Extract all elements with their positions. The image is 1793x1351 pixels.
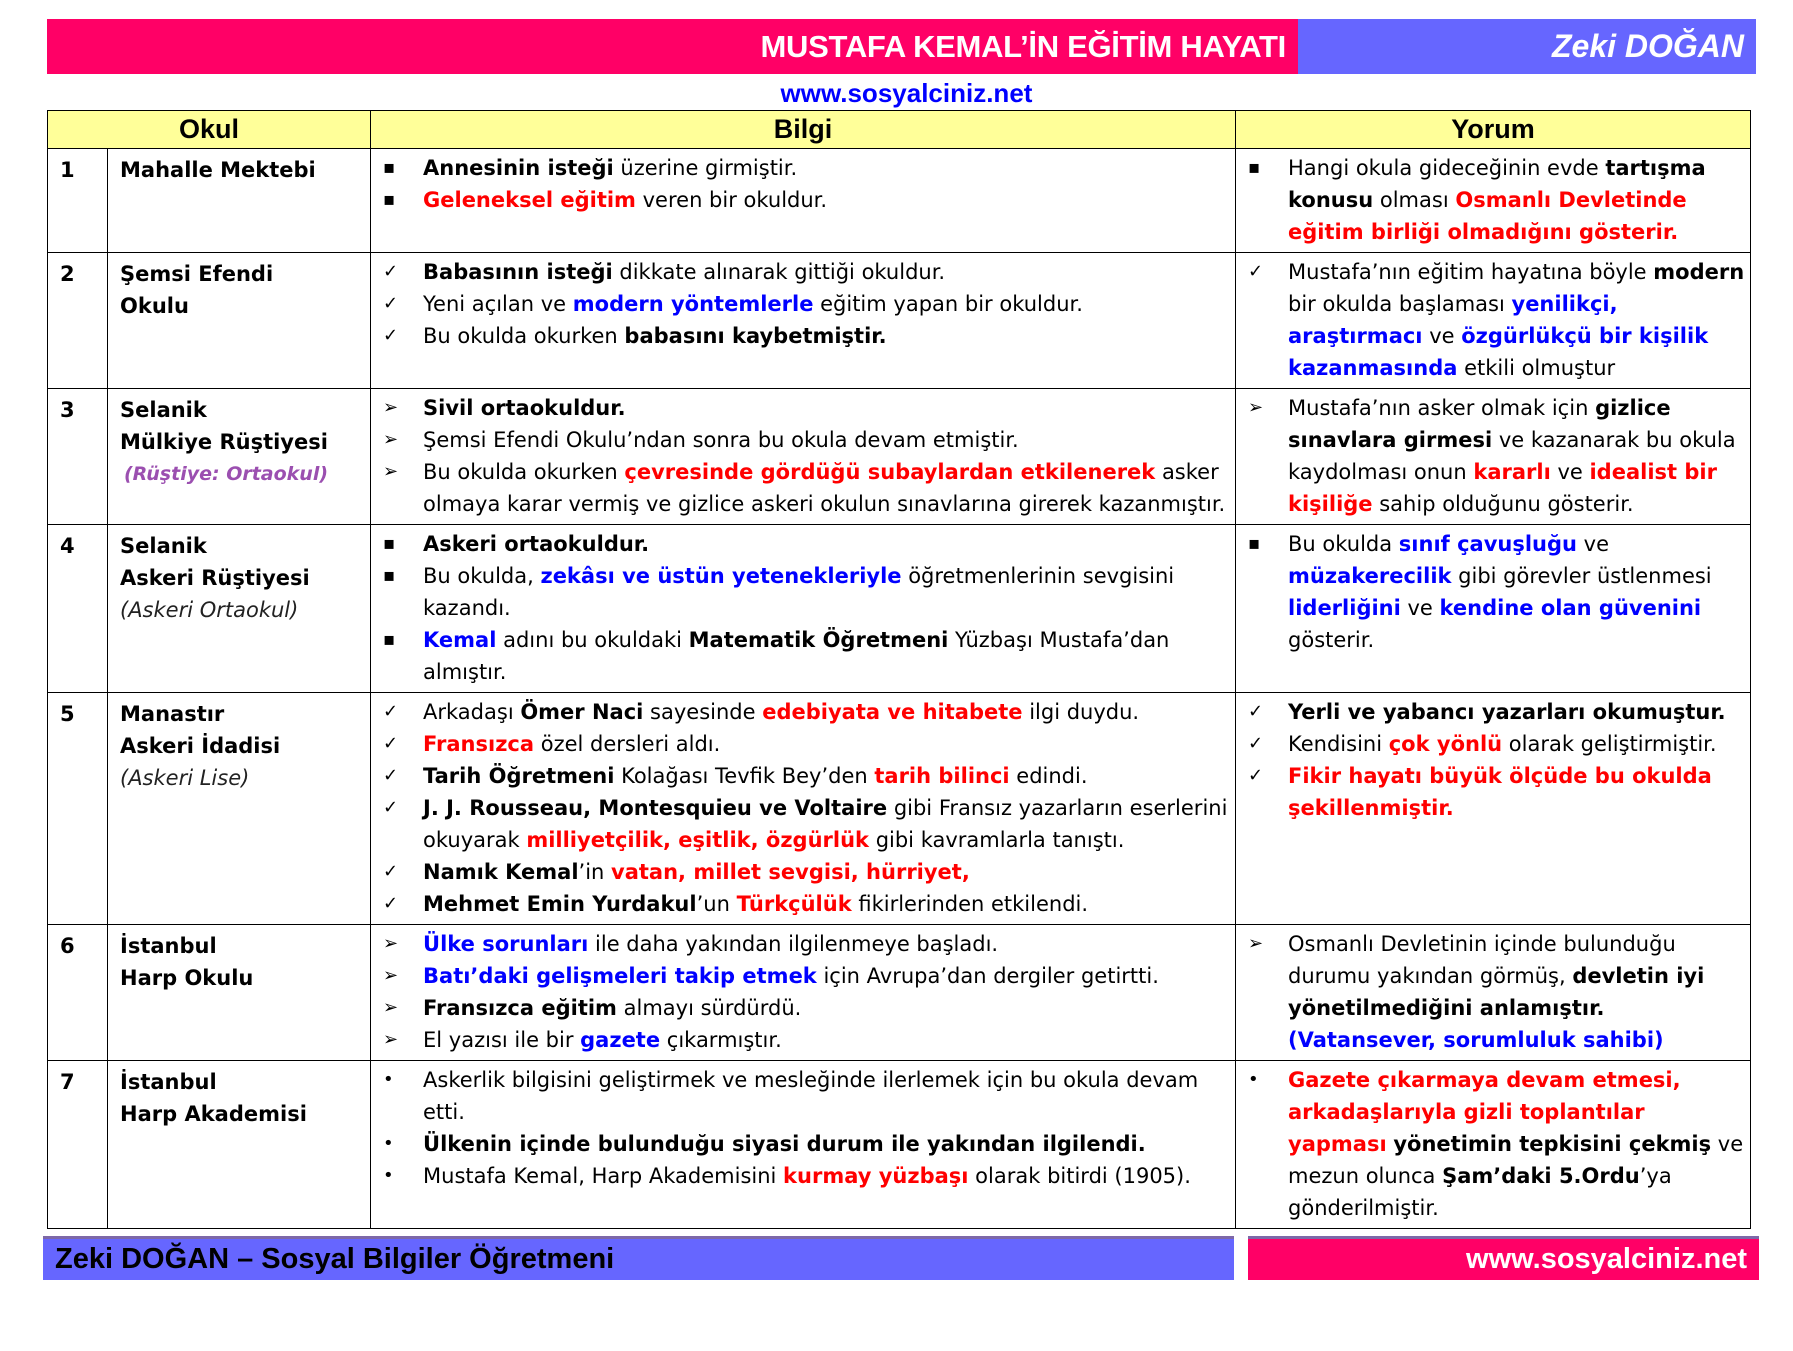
text: ’in: [578, 860, 612, 884]
dot-bullet-icon: •: [383, 1069, 394, 1090]
yorum-list: [1244, 696, 1746, 824]
highlight-blue-text: yenilikçi, araştırmacı: [1288, 292, 1618, 348]
yorum-list: [1244, 392, 1746, 520]
school-cell: [108, 925, 371, 1061]
highlight-blue-text: müzakerecilik: [1288, 564, 1452, 588]
footer-website-link[interactable]: www.sosyalciniz.net: [1466, 1243, 1747, 1275]
list-item: [379, 928, 1231, 960]
list-item: [379, 152, 1231, 184]
yorum-cell: [1236, 525, 1751, 693]
list-item: [379, 792, 1231, 856]
highlight-red-text: kurmay yüzbaşı: [783, 1164, 969, 1188]
text: gibi görevler üstlenmesi: [1451, 564, 1712, 588]
footer-author-text: Zeki DOĞAN – Sosyal Bilgiler Öğretmeni: [55, 1243, 615, 1275]
highlight-red-text: Osmanlı Devletinde eğitim birliği olmadığını gösterir.: [1288, 188, 1687, 244]
row-number: 5: [48, 693, 108, 925]
school-name: Okulu: [120, 294, 189, 318]
check-bullet-icon: ✓: [383, 325, 399, 346]
arrow-bullet-icon: ➢: [383, 397, 399, 418]
list-item: [1244, 760, 1746, 824]
bilgi-list: [379, 392, 1231, 520]
text: Osmanlı Devletinin içinde bulunduğu durumu yakından görmüş,: [1288, 932, 1676, 988]
bold-text: Askeri ortaokuldur.: [423, 532, 650, 556]
school-cell: [108, 1061, 371, 1229]
bold-text: J. J. Rousseau, Montesquieu ve Voltaire: [423, 796, 888, 820]
highlight-blue-text: sınıf çavuşluğu: [1398, 532, 1577, 556]
highlight-blue-text: zekâsı ve üstün yetenekleriyle: [540, 564, 902, 588]
title-banner: [47, 19, 1298, 74]
text: ve: [1400, 596, 1440, 620]
table-row: [48, 1061, 1751, 1229]
author-name: Zeki DOĞAN: [1551, 28, 1744, 64]
text: sayesinde: [643, 700, 763, 724]
text: Kolağası Tevfik Bey’den: [614, 764, 875, 788]
school-name: İstanbul: [120, 934, 217, 958]
bold-text: Annesinin isteği: [423, 156, 614, 180]
list-item: [1244, 696, 1746, 728]
highlight-blue-text: liderliğini: [1288, 596, 1401, 620]
check-bullet-icon: ✓: [383, 861, 399, 882]
yorum-cell: [1236, 253, 1751, 389]
bilgi-cell: [371, 1061, 1236, 1229]
text: edindi.: [1009, 764, 1088, 788]
square-bullet-icon: ▪: [383, 189, 396, 210]
school-name: Mülkiye Rüştiyesi: [120, 430, 328, 454]
check-bullet-icon: ✓: [383, 797, 399, 818]
list-item: [379, 888, 1231, 920]
school-note: (Askeri Lise): [120, 766, 250, 790]
square-bullet-icon: ▪: [383, 565, 396, 586]
text: gibi Fransız yazarların eserlerini okuyarak: [423, 796, 1228, 852]
bold-text: Mehmet Emin Yurdakul: [423, 892, 697, 916]
list-item: [379, 760, 1231, 792]
row-number: 7: [48, 1061, 108, 1229]
school-name: Şemsi Efendi: [120, 262, 274, 286]
text: Yüzbaşı Mustafa’dan almıştır.: [423, 628, 1170, 684]
education-table: [47, 110, 1751, 1229]
bilgi-cell: [371, 149, 1236, 253]
highlight-blue-text: gazete: [580, 1028, 661, 1052]
text: Bu okulda okurken: [423, 460, 625, 484]
footer-website-banner: [1248, 1236, 1759, 1280]
highlight-red-text: Fikir hayatı büyük ölçüde bu okulda şekillenmiştir.: [1288, 764, 1712, 820]
bold-text: Matematik Öğretmeni: [688, 628, 949, 652]
school-name: Mahalle Mektebi: [120, 158, 316, 182]
school-cell: [108, 149, 371, 253]
bilgi-cell: [371, 525, 1236, 693]
list-item: [379, 1128, 1231, 1160]
bold-text: Ülkenin içinde bulunduğu siyasi durum ile yakından ilgilendi.: [423, 1132, 1146, 1156]
bold-text: gizlice sınavlara girmesi: [1288, 396, 1671, 452]
yorum-cell: [1236, 149, 1751, 253]
text: çıkarmıştır.: [660, 1028, 782, 1052]
text: ilgi duydu.: [1022, 700, 1140, 724]
text: veren bir okuldur.: [635, 188, 828, 212]
column-header-okul: Okul: [48, 111, 371, 149]
list-item: [379, 256, 1231, 288]
list-item: [1244, 256, 1746, 384]
bilgi-cell: [371, 925, 1236, 1061]
text: sahip olduğunu gösterir.: [1372, 492, 1634, 516]
arrow-bullet-icon: ➢: [383, 1029, 399, 1050]
text: gibi kavramlarla tanıştı.: [869, 828, 1125, 852]
bilgi-list: [379, 696, 1231, 920]
bilgi-list: [379, 152, 1231, 216]
table-row: [48, 693, 1751, 925]
text: Şemsi Efendi Okulu’ndan sonra bu okula devam etmiştir.: [423, 428, 1019, 452]
list-item: [379, 424, 1231, 456]
text: Kendisini: [1288, 732, 1389, 756]
bold-text: babasını kaybetmiştir.: [624, 324, 887, 348]
text: Bu okulda okurken: [423, 324, 625, 348]
arrow-bullet-icon: ➢: [383, 933, 399, 954]
check-bullet-icon: ✓: [1248, 733, 1264, 754]
dot-bullet-icon: •: [383, 1165, 394, 1186]
highlight-red-text: idealist bir kişiliğe: [1288, 460, 1717, 516]
text: fikirlerinden etkilendi.: [851, 892, 1089, 916]
school-cell: [108, 525, 371, 693]
bilgi-cell: [371, 389, 1236, 525]
text: Mustafa’nın asker olmak için: [1288, 396, 1596, 420]
text: adını bu okuldaki: [496, 628, 689, 652]
highlight-red-text: kararlı: [1473, 460, 1551, 484]
table-row: [48, 149, 1751, 253]
highlight-blue-text: Batı’daki gelişmeleri takip etmek: [423, 964, 817, 988]
row-number: 4: [48, 525, 108, 693]
yorum-list: [1244, 528, 1746, 656]
title-bar: [47, 19, 1756, 74]
text: olması: [1373, 188, 1456, 212]
text: eğitim yapan bir okuldur.: [813, 292, 1083, 316]
highlight-red-text: Fransızca: [423, 732, 535, 756]
text: asker olmaya karar vermiş ve gizlice askeri okulun sınavlarına girerek kazanmıştır.: [423, 460, 1226, 516]
school-note: (Askeri Ortaokul): [120, 598, 299, 622]
square-bullet-icon: ▪: [383, 629, 396, 650]
yorum-cell: [1236, 925, 1751, 1061]
list-item: [379, 960, 1231, 992]
text: Askerlik bilgisini geliştirmek ve mesleğinde ilerlemek için bu okula devam etti.: [423, 1068, 1199, 1124]
table-row: [48, 525, 1751, 693]
text: ve: [1422, 324, 1462, 348]
check-bullet-icon: ✓: [1248, 261, 1264, 282]
highlight-red-text: Geleneksel eğitim: [423, 188, 636, 212]
list-item: [379, 624, 1231, 688]
text: ve: [1576, 532, 1610, 556]
website-line: [0, 78, 1793, 109]
bold-text: Yerli ve yabancı yazarları okumuştur.: [1288, 700, 1726, 724]
text: ve kazanarak bu okula kaydolması onun: [1288, 428, 1736, 484]
highlight-red-text: Türkçülük: [736, 892, 852, 916]
yorum-list: [1244, 256, 1746, 384]
highlight-blue-text: kendine olan güvenini: [1439, 596, 1702, 620]
bilgi-list: [379, 528, 1231, 688]
highlight-red-text: tarih bilinci: [874, 764, 1010, 788]
website-link[interactable]: www.sosyalciniz.net: [780, 78, 1033, 108]
bold-text: Babasının isteği: [423, 260, 613, 284]
text: Hangi okula gideceğinin evde: [1288, 156, 1606, 180]
text: ve mezun olunca: [1288, 1132, 1744, 1188]
list-item: [379, 1064, 1231, 1128]
bold-text: Tarih Öğretmeni: [423, 764, 615, 788]
footer: [43, 1236, 1759, 1280]
check-bullet-icon: ✓: [383, 293, 399, 314]
list-item: [379, 992, 1231, 1024]
dot-bullet-icon: •: [383, 1133, 394, 1154]
school-name: Harp Akademisi: [120, 1102, 307, 1126]
check-bullet-icon: ✓: [1248, 701, 1264, 722]
text: Mustafa’nın eğitim hayatına böyle: [1288, 260, 1654, 284]
yorum-list: [1244, 152, 1746, 248]
arrow-bullet-icon: ➢: [383, 429, 399, 450]
text: ile daha yakından ilgilenmeye başladı.: [588, 932, 999, 956]
check-bullet-icon: ✓: [383, 701, 399, 722]
list-item: [379, 392, 1231, 424]
highlight-blue-text: (Vatansever, sorumluluk sahibi): [1288, 1028, 1664, 1052]
text: Mustafa Kemal, Harp Akademisini: [423, 1164, 784, 1188]
column-header-yorum: Yorum: [1236, 111, 1751, 149]
text: ’ya gönderilmiştir.: [1288, 1164, 1672, 1220]
highlight-red-text: çok yönlü: [1388, 732, 1503, 756]
highlight-red-text: vatan, millet sevgisi, hürriyet,: [611, 860, 970, 884]
text: Yeni açılan ve: [423, 292, 573, 316]
list-item: [379, 728, 1231, 760]
text: El yazısı ile bir: [423, 1028, 581, 1052]
text: Bu okulda,: [423, 564, 541, 588]
bold-text: Şam’daki 5.Ordu: [1442, 1164, 1640, 1188]
arrow-bullet-icon: ➢: [383, 965, 399, 986]
square-bullet-icon: ▪: [383, 533, 396, 554]
school-cell: [108, 253, 371, 389]
list-item: [379, 696, 1231, 728]
text: etkili olmuştur: [1457, 356, 1616, 380]
yorum-list: [1244, 928, 1746, 1056]
page-title: MUSTAFA KEMAL’İN EĞİTİM HAYATI: [760, 28, 1286, 64]
highlight-red-text: Gazete çıkarmaya devam etmesi, arkadaşlarıyla gizli toplantılar yapması: [1288, 1068, 1681, 1156]
row-number: 6: [48, 925, 108, 1061]
check-bullet-icon: ✓: [1248, 765, 1264, 786]
check-bullet-icon: ✓: [383, 765, 399, 786]
list-item: [379, 856, 1231, 888]
table-row: [48, 389, 1751, 525]
yorum-cell: [1236, 693, 1751, 925]
school-name: Askeri İdadisi: [120, 734, 281, 758]
table-row: [48, 925, 1751, 1061]
square-bullet-icon: ▪: [383, 157, 396, 178]
highlight-blue-text: Ülke sorunları: [423, 932, 589, 956]
school-name: Selanik: [120, 534, 207, 558]
bilgi-cell: [371, 253, 1236, 389]
list-item: [379, 1024, 1231, 1056]
bilgi-list: [379, 256, 1231, 352]
arrow-bullet-icon: ➢: [383, 461, 399, 482]
column-header-bilgi: Bilgi: [371, 111, 1236, 149]
check-bullet-icon: ✓: [383, 733, 399, 754]
text: almayı sürdürdü.: [616, 996, 802, 1020]
table-body: [48, 149, 1751, 1229]
bold-text: Ömer Naci: [520, 700, 644, 724]
list-item: [379, 528, 1231, 560]
bold-text: Namık Kemal: [423, 860, 579, 884]
school-name: Harp Okulu: [120, 966, 254, 990]
list-item: [379, 184, 1231, 216]
bilgi-cell: [371, 693, 1236, 925]
row-number: 2: [48, 253, 108, 389]
text: özel dersleri aldı.: [534, 732, 721, 756]
text: üzerine girmiştir.: [613, 156, 798, 180]
dot-bullet-icon: •: [1248, 1069, 1259, 1090]
yorum-cell: [1236, 389, 1751, 525]
list-item: [379, 320, 1231, 352]
table-header-row: [48, 111, 1751, 149]
highlight-red-text: çevresinde gördüğü subaylardan etkilenerek: [624, 460, 1156, 484]
school-name: Selanik: [120, 398, 207, 422]
text: olarak geliştirmiştir.: [1502, 732, 1717, 756]
highlight-blue-text: Kemal: [423, 628, 497, 652]
school-name: İstanbul: [120, 1070, 217, 1094]
row-number: 1: [48, 149, 108, 253]
bold-text: Sivil ortaokuldur.: [423, 396, 626, 420]
bold-text: modern: [1653, 260, 1745, 284]
arrow-bullet-icon: ➢: [1248, 397, 1264, 418]
list-item: [379, 560, 1231, 624]
bilgi-list: [379, 928, 1231, 1056]
text: gösterir.: [1288, 628, 1375, 652]
list-item: [379, 1160, 1231, 1192]
highlight-blue-text: modern yöntemlerle: [572, 292, 814, 316]
text: için Avrupa’dan dergiler getirtti.: [816, 964, 1159, 988]
bold-text: Fransızca eğitim: [423, 996, 617, 1020]
text: ’un: [696, 892, 737, 916]
school-cell: [108, 693, 371, 925]
highlight-blue-text: özgürlükçü bir kişilik kazanmasında: [1288, 324, 1709, 380]
arrow-bullet-icon: ➢: [1248, 933, 1264, 954]
yorum-cell: [1236, 1061, 1751, 1229]
school-name: Askeri Rüştiyesi: [120, 566, 310, 590]
text: dikkate alınarak gittiği okuldur.: [612, 260, 946, 284]
list-item: [1244, 728, 1746, 760]
bold-text: devletin iyi yönetilmediğini anlamıştır.: [1288, 964, 1705, 1020]
bold-text: yönetimin tepkisini çekmiş: [1393, 1132, 1712, 1156]
bold-text: tartışma konusu: [1288, 156, 1706, 212]
text: ve: [1550, 460, 1590, 484]
yorum-list: [1244, 1064, 1746, 1224]
list-item: [1244, 392, 1746, 520]
list-item: [1244, 528, 1746, 656]
bilgi-list: [379, 1064, 1231, 1192]
text: öğretmenlerinin sevgisini kazandı.: [423, 564, 1175, 620]
school-name: Manastır: [120, 702, 225, 726]
list-item: [1244, 152, 1746, 248]
check-bullet-icon: ✓: [383, 893, 399, 914]
table-row: [48, 253, 1751, 389]
text: Arkadaşı: [423, 700, 521, 724]
row-number: 3: [48, 389, 108, 525]
highlight-red-text: milliyetçilik, eşitlik, özgürlük: [526, 828, 870, 852]
check-bullet-icon: ✓: [383, 261, 399, 282]
list-item: [379, 288, 1231, 320]
list-item: [379, 456, 1231, 520]
footer-author-banner: [43, 1236, 1234, 1280]
text: Bu okulda: [1288, 532, 1399, 556]
school-cell: [108, 389, 371, 525]
arrow-bullet-icon: ➢: [383, 997, 399, 1018]
list-item: [1244, 1064, 1746, 1224]
square-bullet-icon: ▪: [1248, 157, 1261, 178]
author-banner: [1298, 19, 1756, 74]
text: bir okulda başlaması: [1288, 292, 1512, 316]
highlight-red-text: edebiyata ve hitabete: [762, 700, 1023, 724]
list-item: [1244, 928, 1746, 1056]
school-note: (Rüştiye: Ortaokul): [124, 463, 329, 485]
text: olarak bitirdi (1905).: [968, 1164, 1191, 1188]
square-bullet-icon: ▪: [1248, 533, 1261, 554]
